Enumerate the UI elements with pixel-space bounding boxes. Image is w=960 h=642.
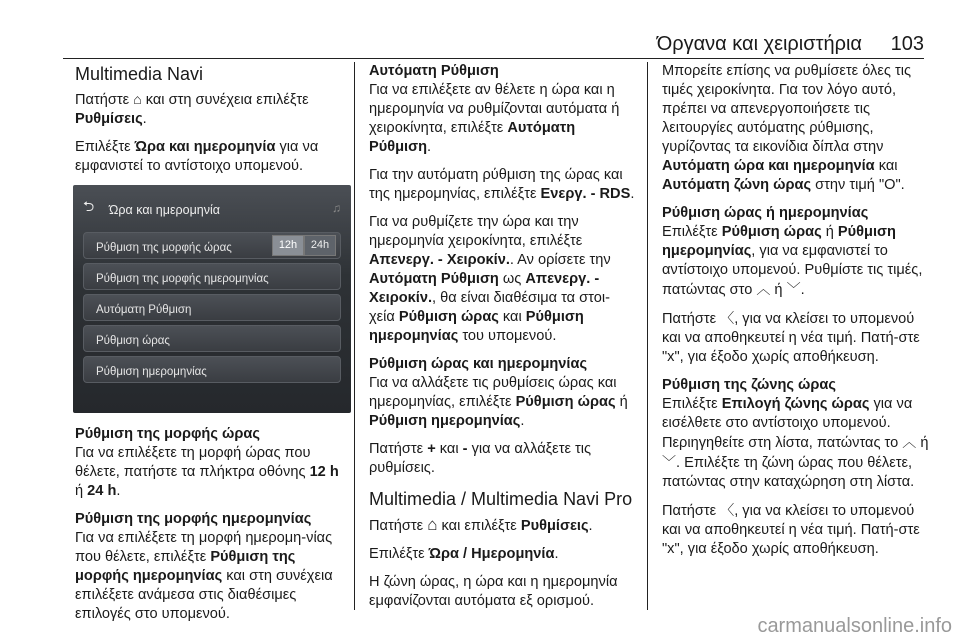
paragraph: Πατήστε 〈, για να κλείσει το υπομενού και να αποθηκευτεί η νέα τιμή. Πατή-στε "x", για έξοδο χωρίς αποθήκευση. [662,502,920,557]
home-icon: ⌂ [427,515,438,534]
chevron-left-icon: 〈 [720,502,735,518]
chevron-down-icon: ﹀ [786,281,801,297]
paragraph: Πατήστε ⌂ και στη συνέχεια επιλέξτε Ρυθμίσεις. [75,91,309,127]
column-3 [662,62,930,568]
back-arrow-icon: ⮌ [83,198,95,214]
subheading: Ρύθμιση της ζώνης ώρας [662,377,836,393]
chevron-left-icon: 〈 [720,310,735,326]
paragraph: Επιλέξτε Ώρα / Ημερομηνία. [369,546,559,562]
column-divider [354,62,355,610]
paragraph: Η ζώνη ώρας, η ώρα και η ημερομηνία εμφανίζονται αυτόματα εξ ορισμού. [369,574,618,609]
subheading: Ρύθμιση ώρας και ημερομηνίας [369,356,588,372]
paragraph: Επιλέξτε Επιλογή ζώνης ώρας για να εισέλθετε στο αντίστοιχο υπομενού. Περιηγηθείτε στη λίστα, πατώντας το ︿ ή ﹀. Επιλέξτε τη ζώνη ώρας που θέλετε, πατώντας στην καταχώρηση στη λίστα. [662,396,929,490]
subheading: Ρύθμιση της μορφής ώρας [75,426,260,442]
hour-format-toggle [272,235,336,254]
paragraph: Για να επιλέξετε τη μορφή ημερομη-νίας που θέλετε, επιλέξτε Ρύθμιση της μορφής ημερομηνίας και στη συνέχεια επιλέξετε ανάμεσα στις διαθέσιμες επιλογές στο υπομενού. [75,530,333,622]
page-title: Όργανα και χειριστήρια [656,33,862,55]
toggle-12h: 12h [272,235,304,256]
menu-item-time-format: Ρύθμιση της μορφής ώρας 12h 24h [83,232,341,259]
page-number: 103 [890,33,924,55]
chevron-up-icon: ︿ [902,434,917,450]
paragraph: Για να ρυθμίζετε την ώρα και την ημερομηνία χειροκίνητα, επιλέξτε Απενεργ. - Χειροκίν.. Αν ορίσετε την Αυτόματη Ρύθμιση ως Απενεργ. - Χειροκίν., θα είναι διαθέσιμα τα στοι-χεία Ρύθμιση ώρας και Ρύθμιση ημερομηνίας του υπομενού. [369,214,611,344]
paragraph: Για να επιλέξετε τη μορφή ώρας που θέλετε, πατήστε τα πλήκτρα οθόνης 12 h ή 24 h. [75,445,339,499]
header-rule [63,58,924,59]
home-gear-icon: ⌂ [133,91,142,107]
paragraph: Επιλέξτε Ώρα και ημερομηνία για να εμφανιστεί το αντίστοιχο υπομενού. [75,139,319,174]
menu-item-auto-set: Αυτόματη Ρύθμιση [83,294,341,321]
menu-item-date-format: Ρύθμιση της μορφής ημερομηνίας [83,263,341,290]
menu-item-set-date: Ρύθμιση ημερομηνίας [83,356,341,383]
watermark: carmanualsonline.info [757,615,952,637]
menu-item-set-time: Ρύθμιση ώρας [83,325,341,352]
column-divider [647,62,648,610]
chevron-down-icon: ﹀ [662,454,676,470]
subheading: Ρύθμιση της μορφής ημερομηνίας [75,511,312,527]
section-heading: Multimedia / Multimedia Navi Pro [369,489,633,509]
screen-title: Ώρα και ημερομηνία [109,203,220,217]
screen-title-bar [83,197,341,223]
paragraph: Πατήστε + και - για να αλλάξετε τις ρυθμίσεις. [369,441,592,476]
music-note-icon: ♫ [332,201,341,215]
paragraph: Για να αλλάξετε τις ρυθμίσεις ώρας και ημερομηνίας, επιλέξτε Ρύθμιση ώρας ή Ρύθμιση ημερομηνίας. [369,375,628,429]
chevron-up-icon: ︿ [756,281,771,297]
column-2 [369,62,635,620]
paragraph: Για την αυτόματη ρύθμιση της ώρας και της ημερομηνίας, επιλέξτε Ενεργ. - RDS. [369,167,635,202]
screen-illustration [73,185,351,413]
screen-menu-list [83,232,341,387]
paragraph: Επιλέξτε Ρύθμιση ώρας ή Ρύθμιση ημερομηνίας, για να εμφανιστεί το αντίστοιχο υπομενού. Ρυθμίστε τις τιμές, πατώντας στο ︿ ή ﹀. [662,224,923,298]
paragraph: Πατήστε ⌂ και επιλέξτε Ρυθμίσεις. [369,515,593,534]
toggle-24h: 24h [304,235,336,256]
column-1 [75,62,345,633]
paragraph: Για να επιλέξετε αν θέλετε η ώρα και η ημερομηνία να ρυθμίζονται αυτόματα ή χειροκίνητα, επιλέξτε Αυτόματη Ρύθμιση. [369,82,620,155]
section-heading: Multimedia Navi [75,64,204,84]
subheading: Αυτόματη Ρύθμιση [369,63,499,79]
subheading: Ρύθμιση ώρας ή ημερομηνίας [662,205,869,221]
page-header [0,0,960,60]
paragraph: Μπορείτε επίσης να ρυθμίσετε όλες τις τιμές χειροκίνητα. Για τον λόγο αυτό, πρέπει να απενεργοποιήσετε τις λειτουργίες αυτόματης ρύθμισης, γυρίζοντας τα εικονίδια δίπλα στην Αυτόματη ώρα και ημερομηνία και Αυτόματη ζώνη ώρας στην τιμή "O". [662,63,911,193]
paragraph: Πατήστε 〈, για να κλείσει το υπομενού και να αποθηκευτεί η νέα τιμή. Πατή-στε "x", για έξοδο χωρίς αποθήκευση. [662,310,920,365]
